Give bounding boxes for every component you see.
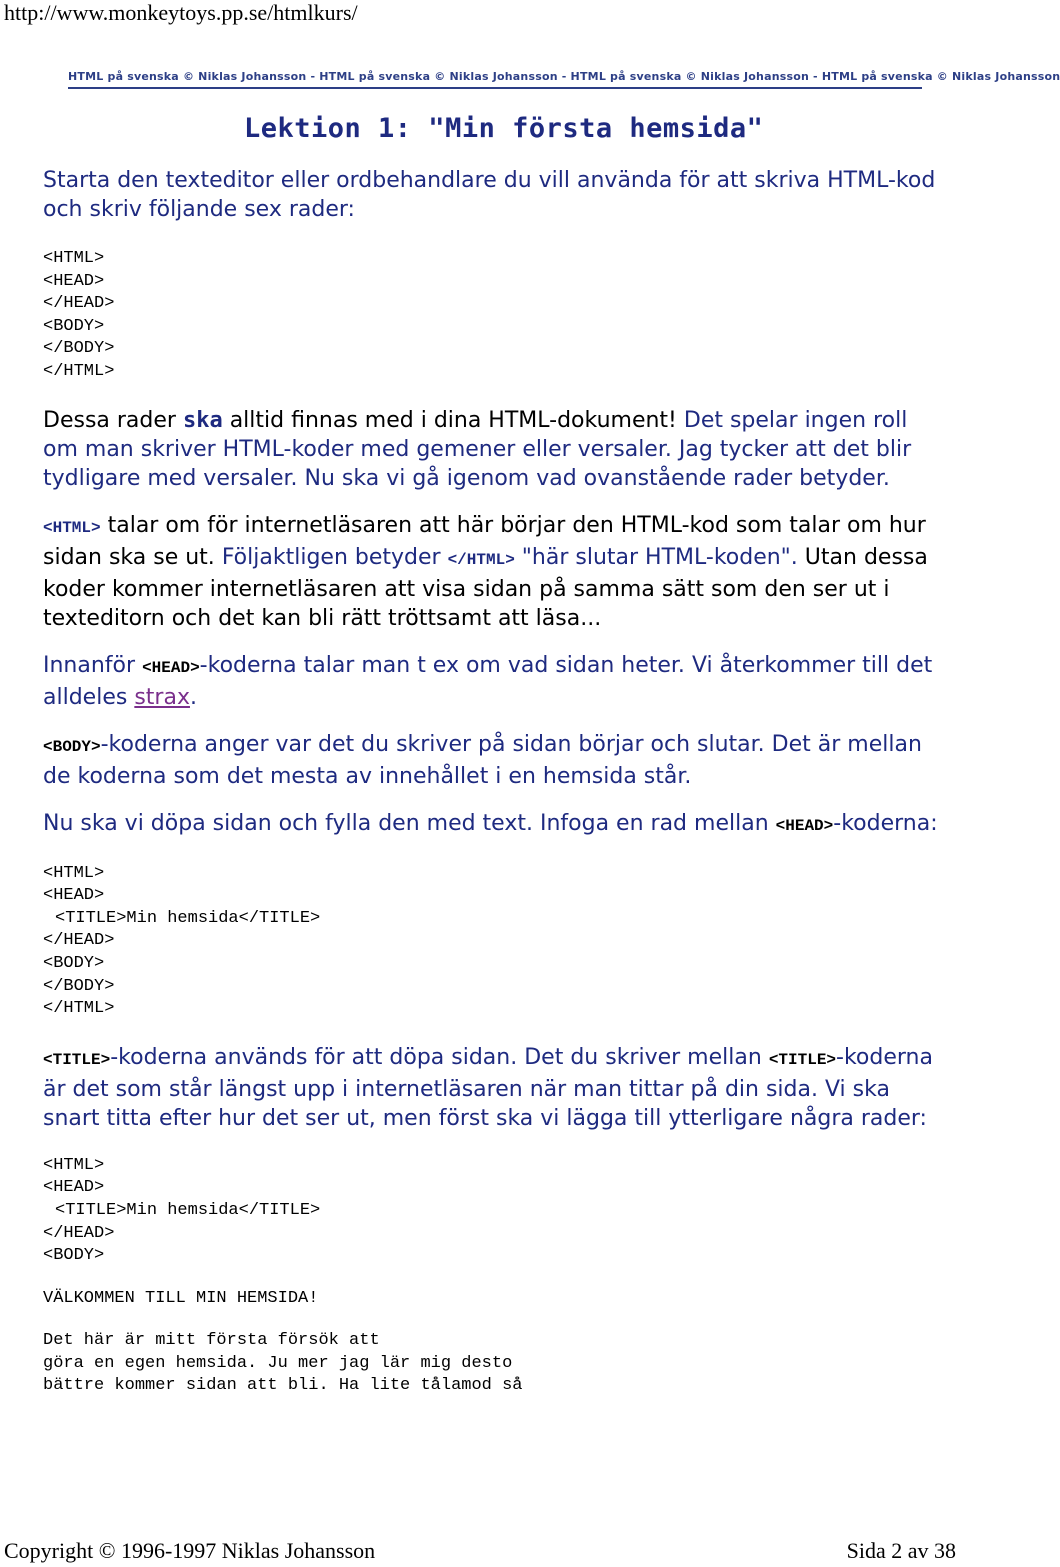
text: Infoga en rad mellan	[539, 810, 769, 836]
paragraph-head-tag	[43, 651, 943, 712]
code-line-title: <TITLE>Min hemsida</TITLE>	[55, 908, 321, 928]
inline-code: <TITLE>	[43, 1050, 111, 1069]
text: Det du skriver mellan	[524, 1044, 762, 1070]
code-line: <HTML>	[43, 249, 105, 268]
code-line: <BODY>	[43, 1246, 105, 1266]
keyword-ska: ska	[182, 407, 223, 433]
code-line-text: bättre kommer sidan att bli. Ha lite tålamod så	[43, 1376, 523, 1396]
text: Vi ska snart titta efter hur det ser ut, men först ska vi lägga till ytterligare några rader:	[43, 1076, 927, 1131]
code-line: <BODY>	[43, 316, 105, 336]
code-line: <HEAD>	[43, 271, 105, 291]
code-line-text: Det här är mitt första försök att	[43, 1331, 380, 1351]
code-block-title	[43, 863, 943, 1021]
code-line: </BODY>	[43, 976, 115, 996]
code-line: <HEAD>	[43, 1178, 105, 1198]
text: Följaktligen betyder	[221, 544, 441, 570]
code-line: </HTML>	[43, 999, 115, 1019]
intro-paragraph: Starta den texteditor eller ordbehandlare du vill använda för att skriva HTML-kod och skriv följande sex rader:	[43, 168, 936, 222]
paragraph-html-tag	[43, 511, 943, 633]
inline-code: <BODY>	[43, 737, 101, 756]
page-url: http://www.monkeytoys.pp.se/htmlkurs/	[4, 0, 358, 25]
paragraph-title-tag	[43, 1043, 943, 1133]
code-block-body	[43, 1155, 943, 1398]
code-block-basic	[43, 248, 943, 384]
footer-page-number: Sida 2 av 38	[846, 1538, 956, 1563]
code-line: <HEAD>	[43, 886, 105, 906]
banner-rule	[68, 87, 922, 89]
strax-link[interactable]: strax	[134, 684, 190, 710]
page-title: Lektion 1: "Min första hemsida"	[244, 113, 764, 144]
code-line: </BODY>	[43, 339, 115, 359]
text: -koderna talar man t ex om vad sidan heter.	[199, 652, 685, 678]
banner	[68, 67, 1060, 89]
lesson-content	[43, 166, 943, 1398]
code-line: </HEAD>	[43, 294, 115, 314]
paragraph-body-tag	[43, 730, 943, 791]
text: talar om för internetläsaren att här börjar den HTML-kod som talar om hur sidan ska se ut.	[43, 512, 926, 570]
text: -koderna används för att döpa sidan.	[110, 1044, 518, 1070]
text: Det är mellan de koderna som det mesta av innehållet i en hemsida står.	[43, 731, 922, 789]
code-line: <HTML>	[43, 863, 105, 883]
code-line: <BODY>	[43, 953, 105, 973]
inline-code: </HTML>	[447, 550, 515, 569]
code-line: </HEAD>	[43, 931, 115, 951]
inline-code: <HEAD>	[142, 658, 200, 677]
inline-code: <TITLE>	[768, 1050, 837, 1069]
text: Nu ska vi gå igenom vad ovanstående rader betyder.	[304, 465, 890, 491]
text: Innanför	[43, 652, 136, 678]
paragraph-name-page	[43, 809, 943, 841]
text: .	[189, 684, 197, 710]
code-line: <HTML>	[43, 1155, 105, 1175]
footer-copyright: Copyright © 1996-1997 Niklas Johansson	[4, 1538, 376, 1563]
banner-text: HTML på svenska © Niklas Johansson - HTML på svenska © Niklas Johansson - HTML på svenska © Niklas Johansson - HTML på svenska © Niklas Johansson	[68, 70, 1060, 83]
text: Dessa rader	[43, 407, 176, 433]
code-line-welcome: VÄLKOMMEN TILL MIN HEMSIDA!	[43, 1288, 319, 1308]
text: Vi återkommer till det alldeles	[43, 652, 933, 710]
code-line: </HEAD>	[43, 1223, 115, 1243]
inline-code: <HTML>	[43, 518, 101, 537]
text: -koderna:	[833, 810, 938, 836]
text: Nu ska vi döpa sidan och fylla den med text.	[43, 810, 533, 836]
text: Utan dessa koder kommer internetläsaren att visa sidan på samma sätt som den ser ut i texteditorn och det kan bli rätt tröttsamt att läsa...	[43, 544, 928, 631]
text: Jag tycker att det blir tydligare med versaler.	[43, 436, 912, 491]
paragraph-required-rows	[43, 406, 943, 493]
code-line: <TITLE>Min hemsida</TITLE>	[55, 1200, 321, 1220]
text: Det spelar ingen roll om man skriver HTML-koder med gemener eller versaler.	[43, 407, 908, 462]
code-line-text: göra en egen hemsida. Ju mer jag lär mig desto	[43, 1353, 513, 1373]
text: alltid finnas med i dina HTML-dokument!	[229, 407, 677, 433]
text: "här slutar HTML-koden".	[521, 544, 798, 570]
inline-code: <HEAD>	[775, 816, 834, 835]
text: -koderna är det som står längst upp i internetläsaren när man tittar på din sida.	[43, 1044, 933, 1102]
code-line: </HTML>	[43, 361, 115, 381]
text: -koderna anger var det du skriver på sidan börjar och slutar.	[100, 731, 765, 757]
